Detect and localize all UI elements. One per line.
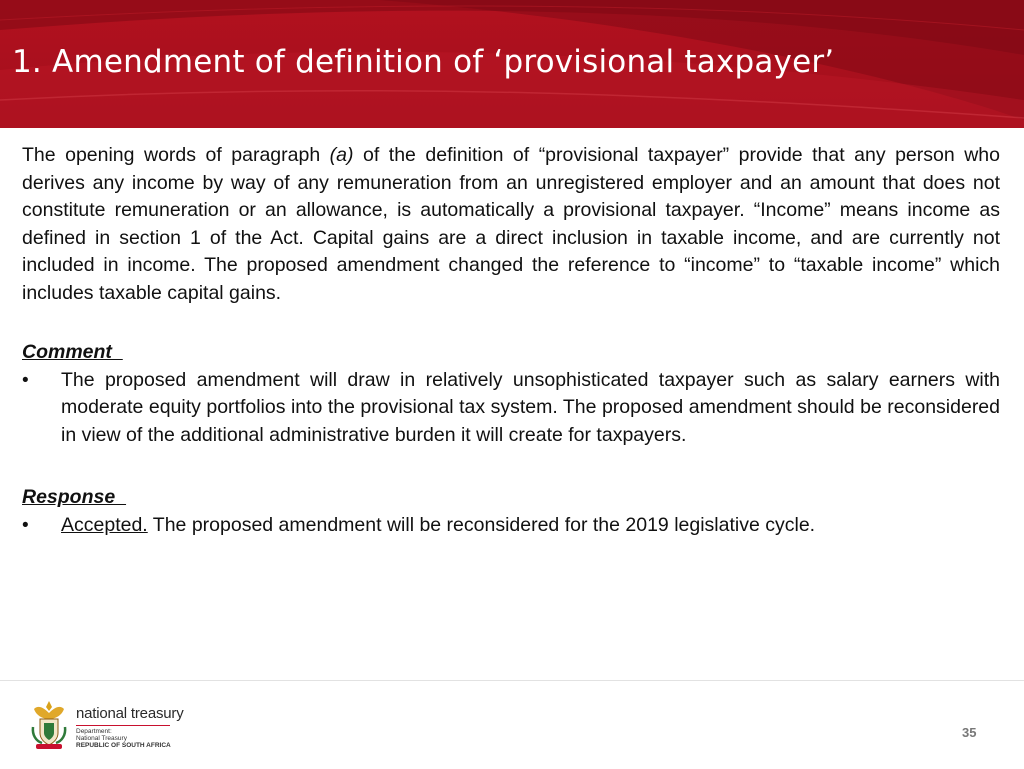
footer xyxy=(0,680,1024,769)
bullet-icon: • xyxy=(22,369,29,391)
intro-emphasis: (a) xyxy=(329,144,354,166)
response-accepted-label: Accepted. xyxy=(61,513,148,536)
org-name-divider xyxy=(76,725,170,726)
comment-heading: Comment xyxy=(22,341,123,363)
comment-bullet-text: The proposed amendment will draw in relatively unsophisticated taxpayer such as salary earners with moderate equity portfolios into the provisional tax system. The proposed amendment should be reconsidered in view of the additional administrative burden it will create for taxpayers. xyxy=(61,368,1000,446)
slide-content xyxy=(22,142,1000,539)
response-heading: Response xyxy=(22,486,127,508)
bullet-icon: • xyxy=(22,514,29,536)
intro-paragraph xyxy=(22,142,1000,307)
intro-text-part2: of the definition of “provisional taxpayer” provide that any person who derives any income by way of any remuneration from an unregistered employer and an amount that does not constitute remuneration or an allowance, is automatically a provisional taxpayer. “Income” means income as defined in section 1 of the Act. Capital gains are a direct inclusion in taxable income, and are currently not included in income. The proposed amendment changed the reference to “income” to “taxable income” which includes taxable capital gains. xyxy=(22,144,1000,304)
org-line-department: Department: xyxy=(76,728,112,735)
comment-bullet xyxy=(22,367,1000,450)
org-line-country: REPUBLIC OF SOUTH AFRICA xyxy=(76,742,171,749)
coat-of-arms-icon xyxy=(28,699,70,751)
org-line-treasury: National Treasury xyxy=(76,735,127,742)
org-name: national treasury xyxy=(76,705,184,722)
page-number: 35 xyxy=(962,725,977,740)
response-bullet xyxy=(22,512,1000,540)
title-banner xyxy=(0,0,1024,128)
intro-text-part1: The opening words of paragraph xyxy=(22,144,330,166)
slide-title: 1. Amendment of definition of ‘provisional taxpayer’ xyxy=(12,44,835,80)
response-bullet-text: The proposed amendment will be reconsidered for the 2019 legislative cycle. xyxy=(147,513,816,536)
